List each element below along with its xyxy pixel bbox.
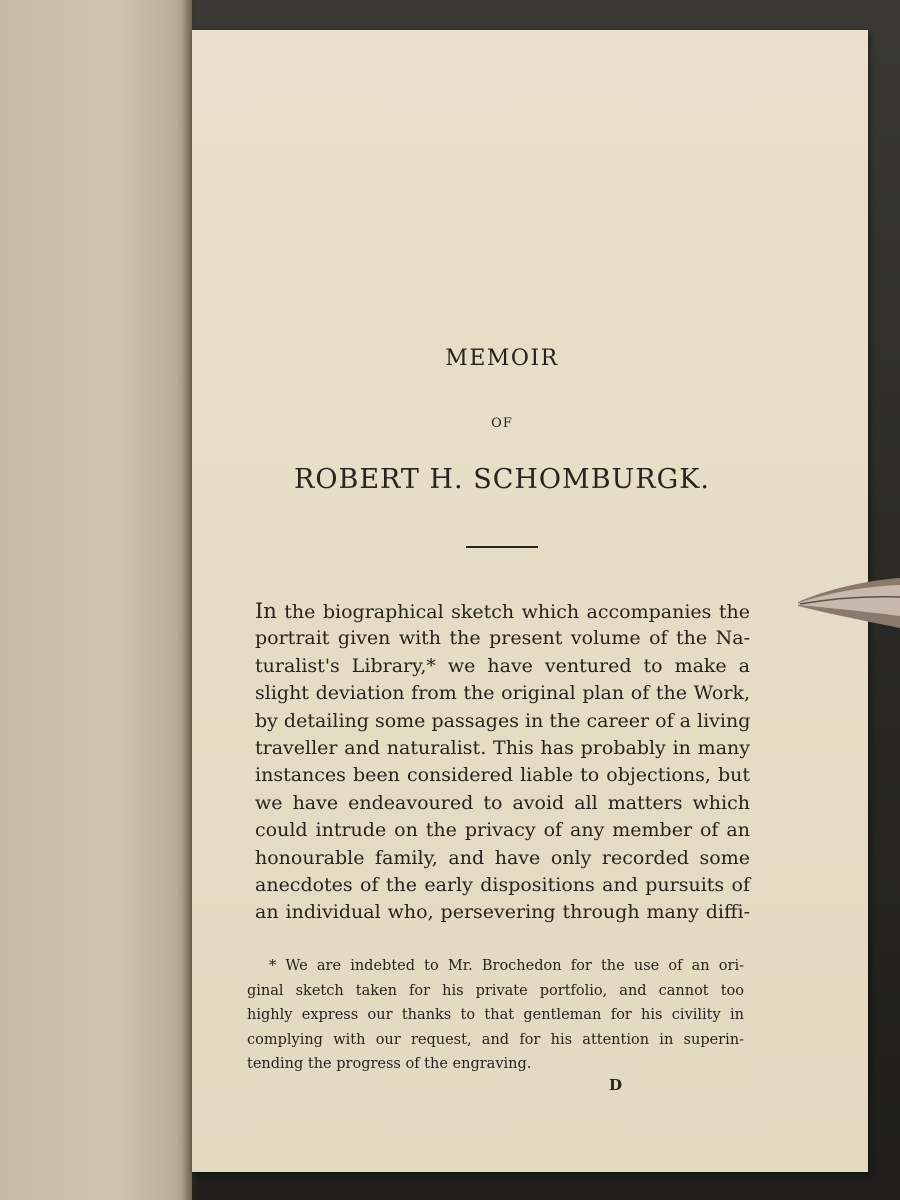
title-rule	[466, 546, 538, 548]
body-line: an individual who, persevering through many diffi-	[255, 901, 750, 924]
title-of: OF	[491, 416, 513, 431]
body-line	[255, 598, 750, 625]
body-line: turalist's Library,* we have ventured to make a	[255, 654, 750, 677]
signature-mark: D	[609, 1076, 623, 1094]
body-paragraph	[255, 598, 750, 927]
body-line: by detailing some passages in the career of a living	[255, 709, 751, 732]
body-line: honourable family, and have only recorded some	[255, 846, 750, 869]
book-page	[192, 30, 868, 1172]
footnote-line: highly express our thanks to that gentleman for his civility in	[247, 1007, 744, 1024]
drop-cap: In	[255, 599, 277, 623]
body-line: anecdotes of the early dispositions and pursuits of	[255, 873, 750, 896]
footnote-line: ginal sketch taken for his private portfolio, and cannot too	[247, 982, 744, 999]
footnote-line: tending the progress of the engraving.	[247, 1056, 532, 1073]
footnote	[247, 954, 744, 1077]
body-line: traveller and naturalist. This has probably in many	[255, 736, 750, 759]
footnote-line: * We are indebted to Mr. Brochedon for the use of an ori-	[269, 958, 744, 974]
body-line: instances been considered liable to objections, but	[255, 764, 750, 787]
subject-name: ROBERT H. SCHOMBURGK.	[294, 464, 710, 495]
body-line-text: the biographical sketch which accompanies the	[276, 601, 750, 623]
body-line: could intrude on the privacy of any member of an	[255, 819, 750, 842]
pointer-bookmark-icon	[790, 570, 900, 650]
footnote-line: complying with our request, and for his attention in superin-	[247, 1031, 744, 1048]
body-line: portrait given with the present volume of the Na-	[255, 627, 750, 650]
memoir-title: MEMOIR	[445, 346, 559, 371]
body-line: we have endeavoured to avoid all matters which	[255, 791, 750, 814]
facing-page	[0, 0, 192, 1200]
body-line: slight deviation from the original plan of the Work,	[255, 682, 750, 705]
